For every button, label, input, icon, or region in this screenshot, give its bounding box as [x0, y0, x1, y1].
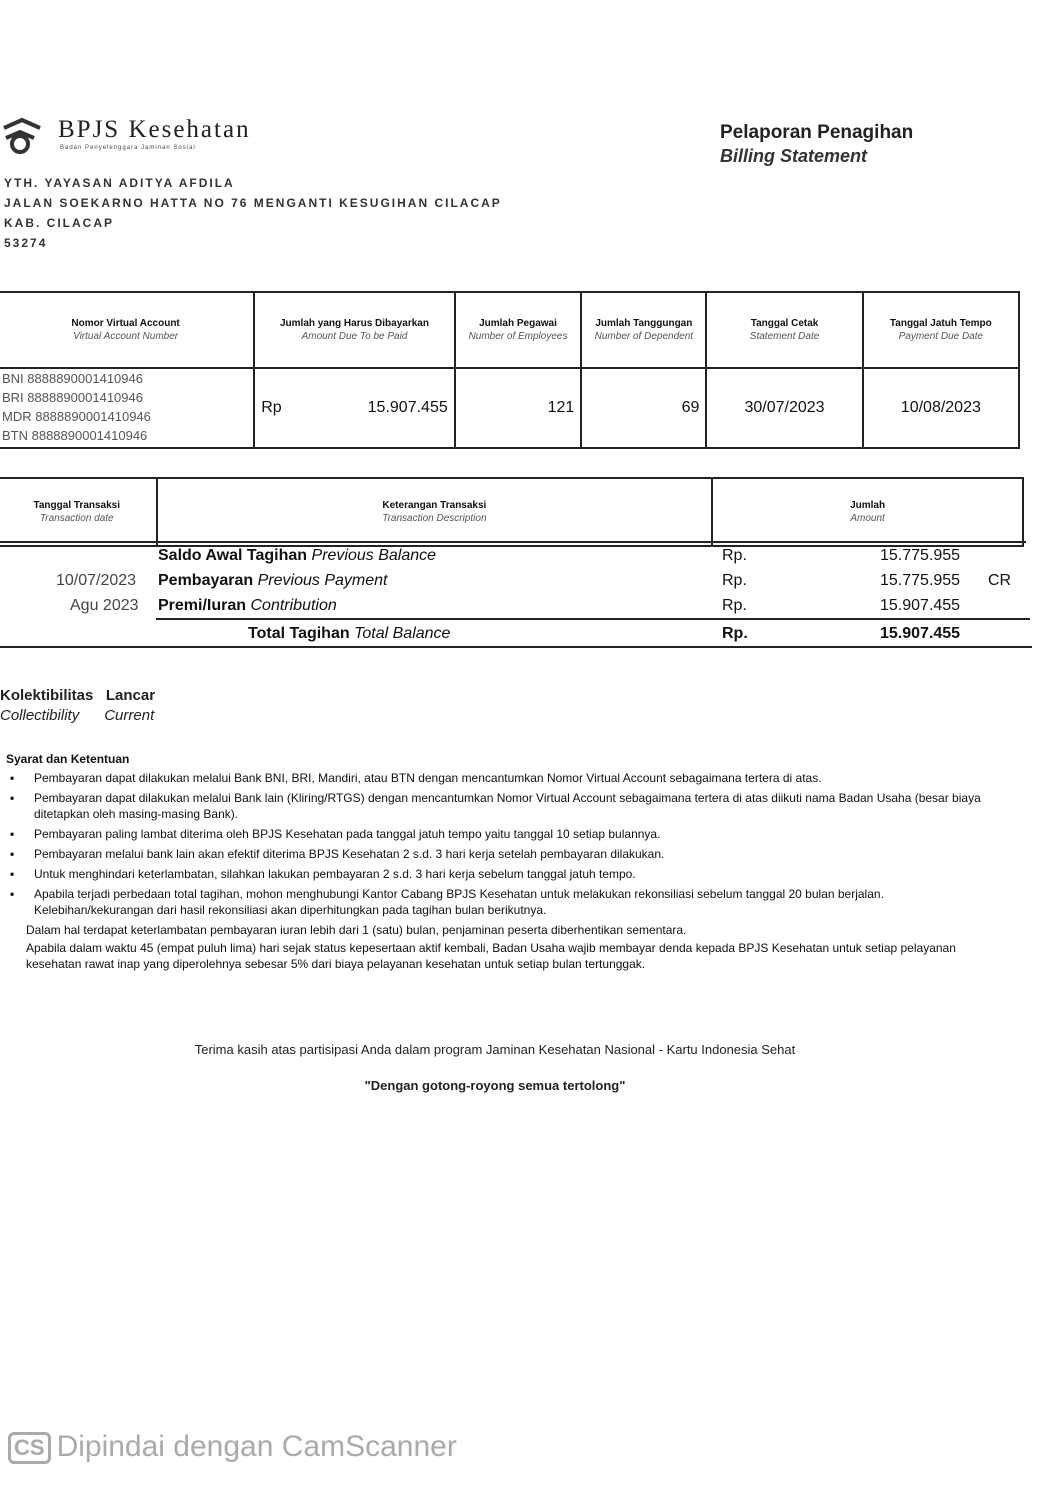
terms-item: • Untuk menghindari keterlambatan, silahkan lakukan pembayaran 2 s.d. 3 hari kerja sebelum tanggal jatuh tempo. [10, 867, 636, 881]
header-due-date: Tanggal Jatuh Tempo Payment Due Date [863, 292, 1019, 368]
total-amount: 15.907.455 [880, 625, 961, 642]
terms-item: • Pembayaran paling lambat diterima oleh BPJS Kesehatan pada tanggal jatuh tempo yaitu tanggal 10 setiap bulannya. [10, 827, 661, 841]
transaction-amount-2: 15.775.955 [880, 572, 961, 589]
billing-summary-table [0, 291, 1020, 449]
collectibility-label: Kolektibilitas Lancar [0, 687, 156, 704]
header-transaction-date: Tanggal Transaksi Transaction date [0, 478, 157, 546]
va-number-mdr: MDR 8888890001410946 [2, 409, 151, 424]
payment-due-date: 10/08/2023 [863, 368, 1019, 448]
divider [156, 618, 1030, 620]
amount-due-value: 15.907.455 [367, 399, 448, 416]
transaction-currency-1: Rp. [722, 547, 747, 564]
logo-subtext: Badan Penyelenggara Jaminan Sosial [60, 145, 196, 151]
va-number-btn: BTN 8888890001410946 [2, 428, 148, 443]
transaction-desc-1: Saldo Awal Tagihan Previous Balance [158, 547, 437, 564]
motto: "Dengan gotong-royong semua tertolong" [364, 1078, 626, 1093]
transaction-amount-3: 15.907.455 [880, 597, 961, 614]
va-number-bni: BNI 8888890001410946 [2, 371, 143, 386]
divider [0, 646, 1032, 648]
transaction-desc-3: Premi/Iuran Contribution [158, 597, 337, 614]
transaction-date-3: Agu 2023 [70, 597, 139, 614]
divider [0, 541, 1026, 543]
total-desc: Total Tagihan Total Balance [248, 625, 451, 642]
terms-item: • Pembayaran melalui bank lain akan efektif diterima BPJS Kesehatan 2 s.d. 3 hari kerja setelah pembayaran dilakukan. [10, 847, 665, 861]
document-title: Pelaporan Penagihan [720, 122, 914, 143]
header-dependents: Jumlah Tanggungan Number of Dependent [581, 292, 706, 368]
terms-section [6, 752, 996, 974]
camscanner-text: Dipindai dengan CamScanner [56, 1430, 457, 1463]
transaction-desc-2: Pembayaran Previous Payment [158, 572, 388, 589]
va-number-bri: BRI 8888890001410946 [2, 390, 143, 405]
camscanner-icon: CS [8, 1432, 51, 1464]
thanks-note: Terima kasih atas partisipasi Anda dalam program Jaminan Kesehatan Nasional - Kartu Indonesia Sehat [194, 1042, 796, 1057]
terms-item: • Apabila terjadi perbedaan total tagihan, mohon menghubungi Kantor Cabang BPJS Kesehatan untuk melakukan rekonsiliasi sebelum tanggal 20 bulan berjalan. Kelebihan/kekurangan dari hasil rekonsiliasi akan diperhitungkan pada tagihan bulan berikutnya. [10, 887, 884, 917]
va-number-list [0, 368, 254, 448]
logo-text: BPJS Kesehatan [58, 116, 251, 143]
camscanner-watermark [8, 1430, 457, 1464]
terms-item: • Pembayaran dapat dilakukan melalui Bank lain (Kliring/RTGS) dengan mencantumkan Nomor Virtual Account sebagaimana tertera di atas diikuti nama Badan Usaha (besar biaya ditetapkan oleh masing-masing Bank). [10, 791, 981, 821]
terms-item: • Pembayaran dapat dilakukan melalui Bank BNI, BRI, Mandiri, atau BTN dengan mencantumkan Nomor Virtual Account sebagaimana tertera di atas. [10, 771, 822, 785]
terms-heading: Syarat dan Ketentuan [6, 752, 130, 766]
address-line-3: KAB. CILACAP [4, 216, 114, 230]
transactions-header [0, 477, 1024, 547]
terms-paragraph-2: Apabila dalam waktu 45 (empat puluh lima) hari sejak status kepesertaan aktif kembali, Badan Usaha wajib membayar denda kepada BPJS Kesehatan untuk setiap pelayanan kesehatan rawat inap yang diperolehnya sebesar 5% dari biaya pelayanan kesehatan untuk setiap bulan tertunggak. [26, 941, 956, 971]
header-transaction-amount: Jumlah Amount [712, 478, 1023, 546]
header-amount: Jumlah yang Harus Dibayarkan Amount Due To be Paid [254, 292, 455, 368]
header-employees: Jumlah Pegawai Number of Employees [455, 292, 582, 368]
amount-due-currency: Rp [261, 399, 282, 416]
dependents-count: 69 [581, 368, 706, 448]
amount-due-cell [254, 368, 455, 448]
address-line-2: JALAN SOEKARNO HATTA NO 76 MENGANTI KESUGIHAN CILACAP [4, 196, 502, 210]
document-subtitle: Billing Statement [720, 146, 868, 166]
transaction-currency-3: Rp. [722, 597, 747, 614]
address-line-1: YTH. YAYASAN ADITYA AFDILA [4, 176, 235, 190]
header-transaction-desc: Keterangan Transaksi Transaction Description [157, 478, 713, 546]
terms-paragraph-1: Dalam hal terdapat keterlambatan pembayaran iuran lebih dari 1 (satu) bulan, penjaminan peserta diberhentikan sementara. [26, 923, 687, 937]
employees-count: 121 [455, 368, 582, 448]
header-print-date: Tanggal Cetak Statement Date [706, 292, 862, 368]
total-currency: Rp. [722, 625, 748, 642]
address-line-4: 53274 [4, 236, 48, 250]
transaction-credit-flag: CR [988, 572, 1012, 589]
statement-date: 30/07/2023 [706, 368, 862, 448]
transaction-currency-2: Rp. [722, 572, 747, 589]
header-va: Nomor Virtual Account Virtual Account Number [0, 292, 254, 368]
transaction-amount-1: 15.775.955 [880, 547, 961, 564]
transaction-date-2: 10/07/2023 [56, 572, 137, 589]
collectibility-label-en: Collectibility Current [0, 707, 155, 724]
